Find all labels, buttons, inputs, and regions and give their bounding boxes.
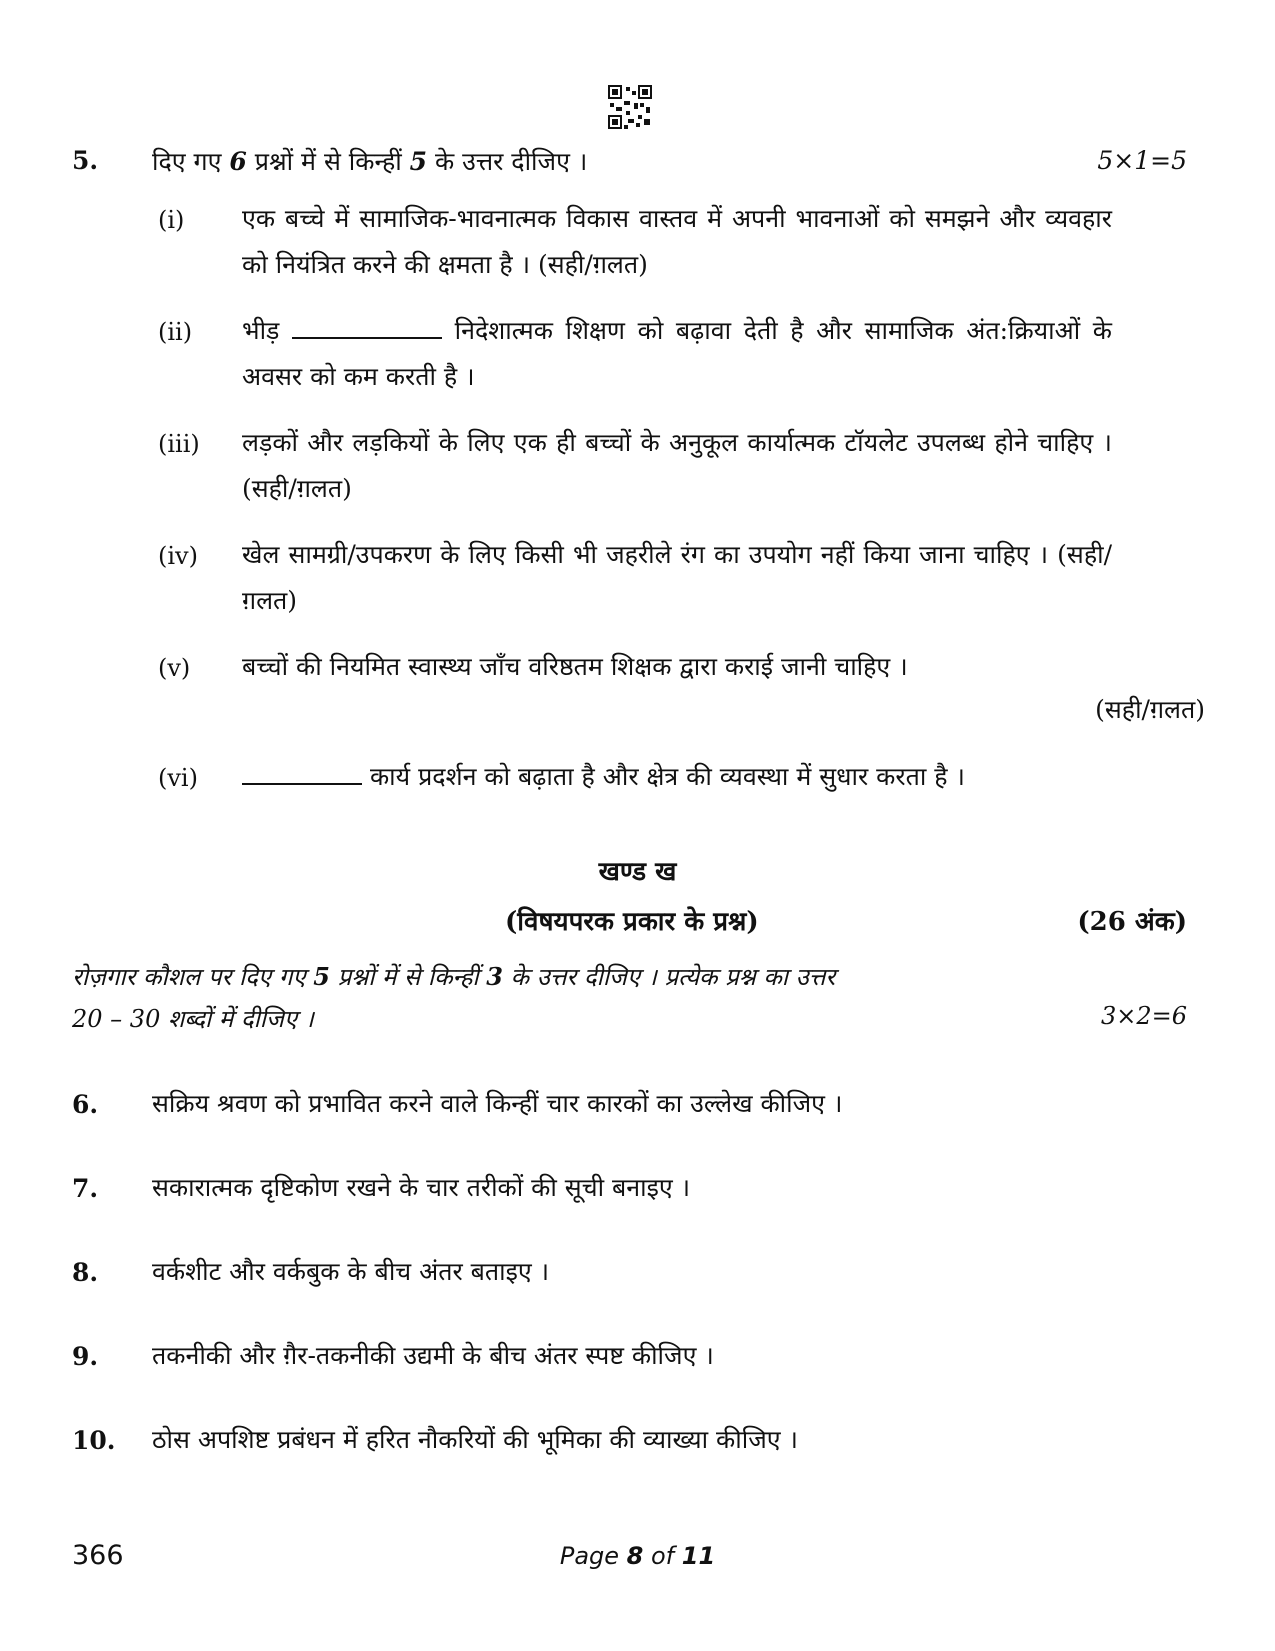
sub-item-number: (v): [158, 654, 191, 682]
section-instructions-marks: 3×2=6: [1100, 1002, 1187, 1030]
sub-item-text-part: निदेशात्मक शिक्षण को बढ़ावा देती है और सामाजिक अंत:क्रियाओं के अवसर को कम करती है ।: [242, 316, 1112, 391]
page-number: 8: [626, 1542, 644, 1570]
sub-item-number: (iii): [158, 430, 200, 458]
fill-in-blank: [242, 757, 362, 785]
answer-count: 5: [409, 147, 428, 176]
question-text-part: प्रश्नों में से किन्हीं: [246, 147, 410, 176]
sub-item-text-part: भीड़: [242, 316, 280, 345]
question-text-part: दिए गए: [152, 147, 230, 176]
answer-count: 3: [486, 962, 503, 991]
question-text: वर्कशीट और वर्कबुक के बीच अंतर बताइए ।: [152, 1257, 550, 1286]
qr-code-icon: [608, 85, 652, 129]
section-instructions: [72, 956, 1132, 1040]
question-text: [152, 144, 587, 178]
instructions-part: रोज़गार कौशल पर दिए गए: [72, 963, 314, 991]
sub-item-number: (ii): [158, 318, 193, 346]
instructions-part: प्रश्नों में से किन्हीं: [329, 963, 487, 991]
page-label: Page: [559, 1542, 627, 1570]
section-subtitle: (विषयपरक प्रकार के प्रश्न): [505, 907, 759, 937]
sub-item-text: [242, 308, 1112, 400]
question-count: 6: [229, 147, 247, 176]
page-indicator: [0, 1542, 1275, 1570]
question-number: 8.: [72, 1258, 99, 1287]
question-text: सकारात्मक दृष्टिकोण रखने के चार तरीकों की सूची बनाइए ।: [152, 1173, 691, 1202]
instructions-part: के उत्तर दीजिए । प्रत्येक प्रश्न का उत्तर: [503, 963, 836, 991]
sub-item-text: लड़कों और लड़कियों के लिए एक ही बच्चों के अनुकूल कार्यात्मक टॉयलेट उपलब्ध होने चाहिए । (सही/ग़लत): [242, 428, 1112, 503]
question-number: 7.: [72, 1174, 99, 1203]
sub-item-number: (iv): [158, 542, 198, 570]
true-false-label: (सही/ग़लत): [1095, 695, 1205, 724]
section-title: खण्ड ख: [598, 857, 677, 887]
question-number: 9.: [72, 1342, 99, 1371]
question-number: 10.: [72, 1426, 116, 1455]
instructions-part: 20 – 30 शब्दों में दीजिए ।: [72, 1005, 314, 1033]
sub-item-number: (vi): [158, 764, 198, 792]
question-number: 6.: [72, 1090, 99, 1119]
sub-item-text: एक बच्चे में सामाजिक-भावनात्मक विकास वास्तव में अपनी भावनाओं को समझने और व्यवहार को नियंत्रित करने की क्षमता है । (सही/ग़लत): [242, 204, 1112, 279]
question-number: 5.: [72, 146, 99, 175]
question-text: सक्रिय श्रवण को प्रभावित करने वाले किन्हीं चार कारकों का उल्लेख कीजिए ।: [152, 1089, 843, 1118]
fill-in-blank: [292, 311, 442, 339]
paper-code: 366: [72, 1540, 124, 1571]
question-marks: 5×1=5: [1097, 146, 1187, 175]
question-text-part: के उत्तर दीजिए ।: [427, 147, 588, 176]
sub-item-text: बच्चों की नियमित स्वास्थ्य जाँच वरिष्ठतम शिक्षक द्वारा कराई जानी चाहिए ।: [242, 652, 908, 681]
page-label: of: [643, 1542, 682, 1570]
sub-item-text-part: कार्य प्रदर्शन को बढ़ाता है और क्षेत्र की व्यवस्था में सुधार करता है ।: [369, 762, 965, 791]
question-count: 5: [313, 962, 330, 991]
page-total: 11: [681, 1542, 716, 1570]
sub-item-text: [242, 754, 1112, 800]
question-text: तकनीकी और ग़ैर-तकनीकी उद्यमी के बीच अंतर स्पष्ट कीजिए ।: [152, 1341, 714, 1370]
question-text: ठोस अपशिष्ट प्रबंधन में हरित नौकरियों की भूमिका की व्याख्या कीजिए ।: [152, 1425, 798, 1454]
sub-item-text: खेल सामग्री/उपकरण के लिए किसी भी जहरीले रंग का उपयोग नहीं किया जाना चाहिए । (सही/ग़लत): [242, 540, 1112, 615]
section-marks: (26 अंक): [1077, 907, 1187, 937]
sub-item-number: (i): [158, 206, 185, 234]
